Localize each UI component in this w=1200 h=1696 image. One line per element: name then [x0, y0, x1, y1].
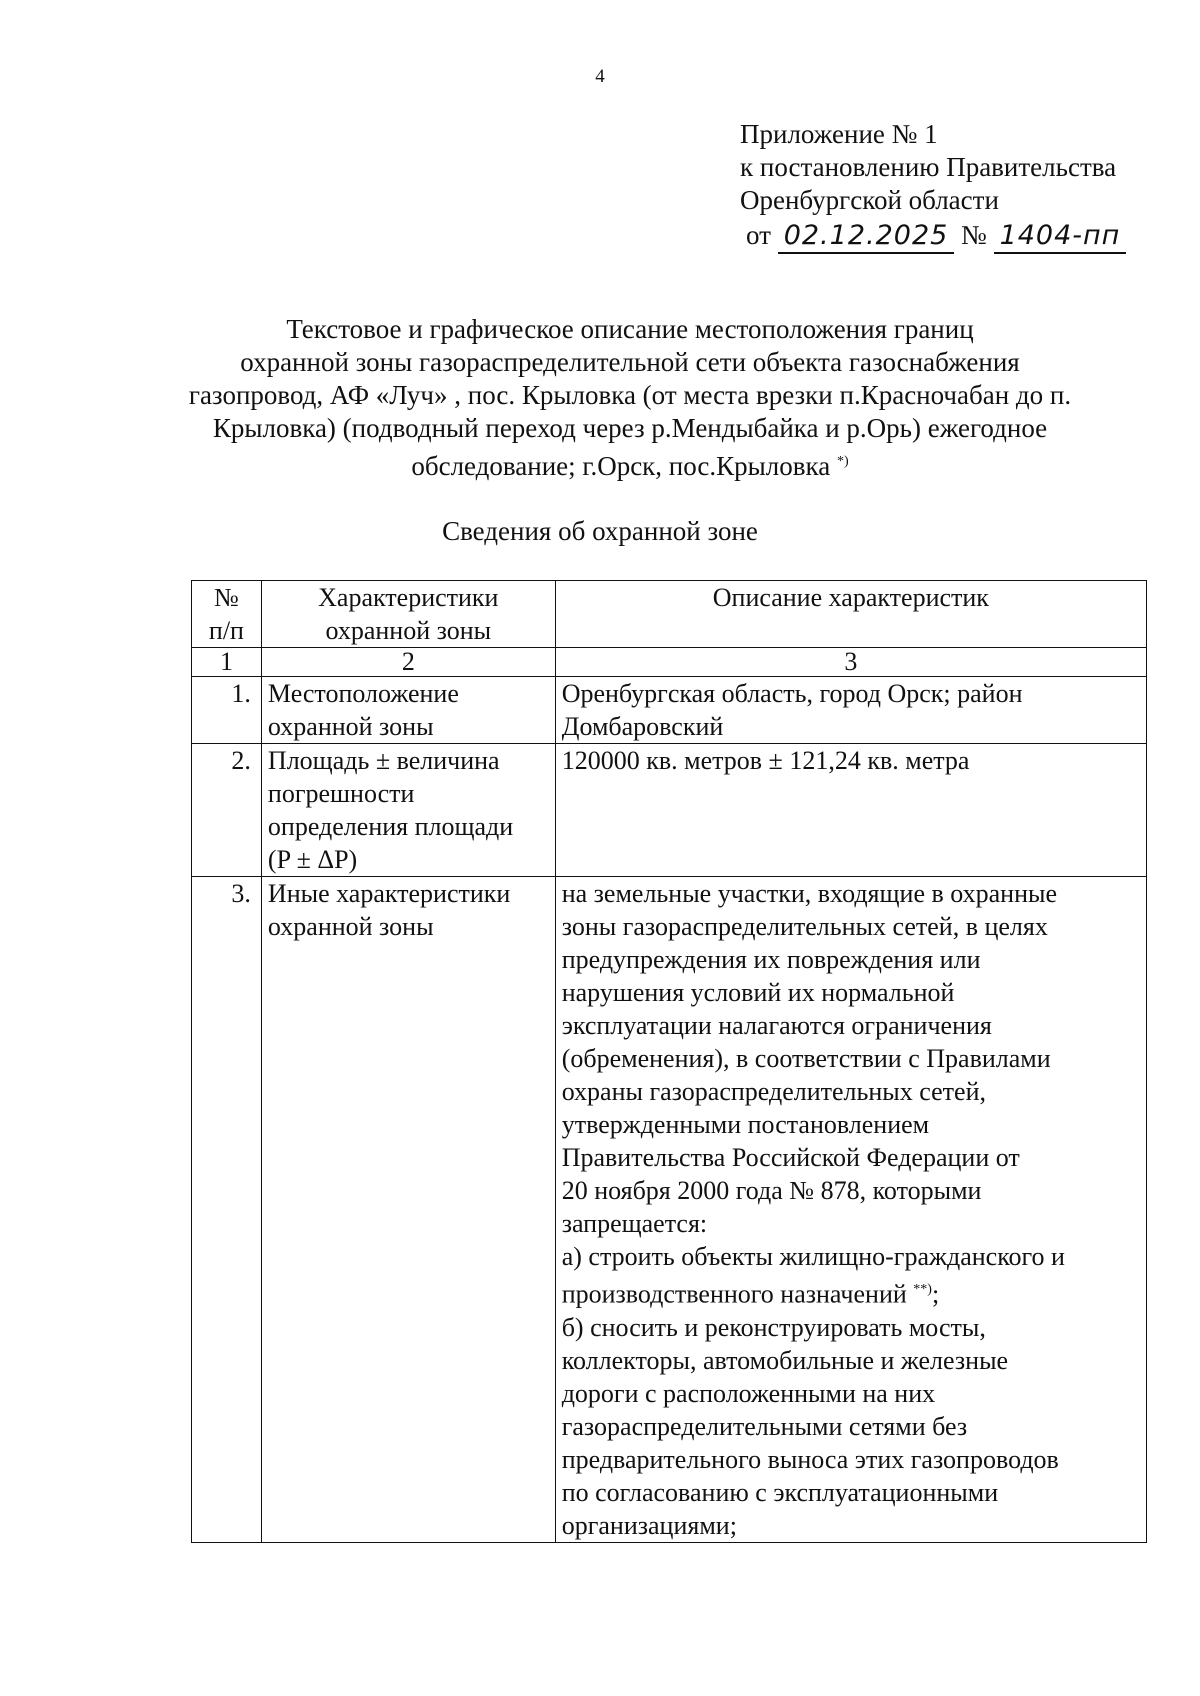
- footnote-mark: *): [836, 454, 849, 469]
- cell-line: утвержденными постановлением: [561, 1110, 930, 1139]
- appendix-line: к постановлению Правительства: [740, 152, 1117, 182]
- cell-line: 20 ноября 2000 года № 878, которыми: [561, 1176, 982, 1205]
- document-title: [140, 313, 1120, 483]
- cell-line: охранной зоны: [267, 912, 434, 941]
- table-row: [192, 744, 1147, 877]
- footnote-mark: **): [913, 1282, 932, 1297]
- cell-line: Площадь ± величина: [267, 746, 500, 775]
- cell-line: охранной зоны: [267, 712, 434, 741]
- header-text: Описание характеристик: [712, 583, 989, 612]
- cell-line: Местоположение: [267, 679, 459, 708]
- table-index-row: [192, 648, 1147, 677]
- header-text: Характеристики: [318, 583, 499, 612]
- cell-line: Оренбургская область, город Орск; район: [561, 679, 1023, 708]
- table-row: [192, 677, 1147, 744]
- index-cell: 2: [261, 648, 555, 677]
- header-description: [555, 581, 1146, 648]
- header-text: охранной зоны: [325, 616, 492, 645]
- table-header-row: [192, 581, 1147, 648]
- row-description: [555, 677, 1146, 744]
- cell-line: (P ± ΔP): [267, 845, 358, 874]
- title-line: [140, 445, 1120, 483]
- cell-line: (обременения), в соответствии с Правилами: [561, 1044, 1051, 1073]
- header-characteristic: [261, 581, 555, 648]
- cell-line: организациями;: [561, 1510, 737, 1540]
- cell-line: погрешности: [267, 779, 415, 808]
- cell-line: предупреждения их повреждения или: [561, 945, 981, 974]
- title-line: Крыловка) (подводный переход через р.Мендыбайка и р.Орь) ежегодное: [212, 413, 1048, 443]
- header-text: п/п: [208, 616, 244, 645]
- cell-line: а) строить объекты жилищно-гражданского и: [561, 1242, 1065, 1271]
- cell-line: охраны газораспределительных сетей,: [561, 1077, 986, 1106]
- index-cell: 1: [192, 648, 262, 677]
- header-text: №: [214, 583, 239, 612]
- title-line-text: обследование; г.Орск, пос.Крыловка: [411, 451, 831, 481]
- cell-line: Иные характеристики: [267, 879, 511, 908]
- cell-line: [562, 1273, 1140, 1311]
- number-prefix: №: [961, 220, 987, 250]
- cell-line: запрещается:: [561, 1209, 708, 1238]
- cell-line: Домбаровский: [561, 712, 724, 741]
- index-cell: 3: [555, 648, 1146, 677]
- cell-line: зоны газораспределительных сетей, в целях: [561, 912, 1048, 941]
- cell-line: эксплуатации налагаются ограничения: [561, 1011, 992, 1040]
- cell-line: газораспределительными сетями без: [561, 1411, 968, 1441]
- row-number: 3.: [192, 877, 262, 1543]
- cell-line: 120000 кв. метров ± 121,24 кв. метра: [561, 746, 970, 775]
- row-name: [261, 744, 555, 877]
- row-description: [555, 877, 1146, 1543]
- cell-line: на земельные участки, входящие в охранные: [561, 879, 1057, 908]
- handwritten-date: 02.12.2025: [778, 219, 955, 254]
- appendix-date-line: [740, 219, 1126, 254]
- cell-line: дороги с расположенными на них: [561, 1378, 936, 1408]
- cell-line: Правительства Российской Федерации от: [561, 1143, 1020, 1172]
- cell-line: по согласованию с эксплуатационными: [561, 1477, 999, 1507]
- date-prefix: от: [746, 220, 771, 250]
- cell-line: коллекторы, автомобильные и железные: [561, 1345, 1009, 1375]
- row-description: [555, 744, 1146, 877]
- cell-line: б) сносить и реконструировать мосты,: [561, 1312, 986, 1342]
- info-table: [191, 580, 1147, 1543]
- header-num: [192, 581, 262, 648]
- cell-line: нарушения условий их нормальной: [561, 978, 955, 1007]
- appendix-block: [740, 118, 1126, 254]
- appendix-line: Оренбургской области: [740, 185, 999, 215]
- row-number: 1.: [192, 677, 262, 744]
- cell-line-text: производственного назначений: [561, 1279, 907, 1309]
- row-number: 2.: [192, 744, 262, 877]
- appendix-line: Приложение № 1: [740, 119, 938, 149]
- cell-line: предварительного выноса этих газопроводов: [561, 1444, 1059, 1474]
- title-line: газопровод, АФ «Луч» , пос. Крыловка (от места врезки п.Красночабан до п.: [188, 380, 1072, 410]
- row-name: [261, 877, 555, 1543]
- page-number: 4: [595, 66, 605, 87]
- cell-line: определения площади: [267, 812, 514, 841]
- title-line: Текстовое и графическое описание местоположения границ: [286, 314, 974, 344]
- section-subtitle: Сведения об охранной зоне: [442, 516, 758, 546]
- table-row: [192, 877, 1147, 1543]
- title-line: охранной зоны газораспределительной сети объекта газоснабжения: [240, 347, 1020, 377]
- handwritten-number: 1404-пп: [994, 219, 1127, 254]
- row-name: [261, 677, 555, 744]
- punctuation: ;: [931, 1279, 940, 1309]
